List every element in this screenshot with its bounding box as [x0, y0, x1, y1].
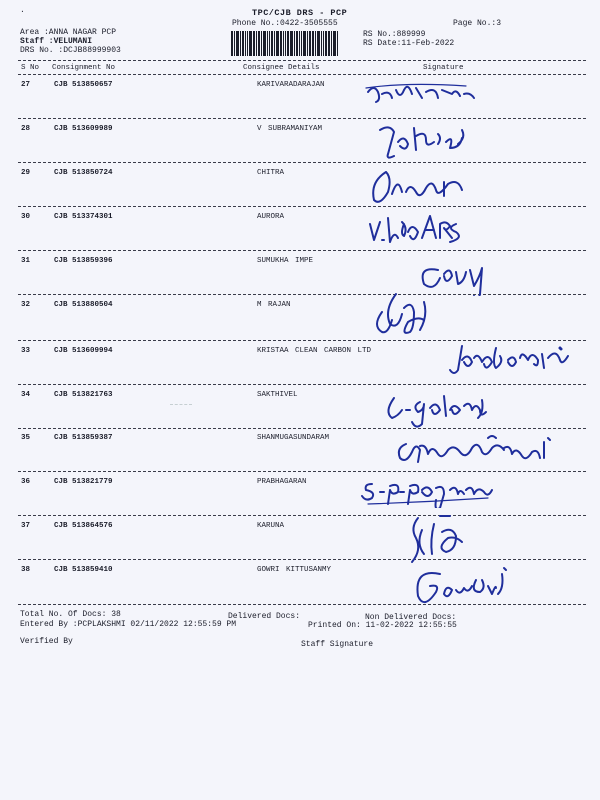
staff-signature-label: Staff Signature [301, 640, 374, 649]
row-sno: 29 [21, 169, 31, 177]
row-consignee: KARUNA [257, 522, 285, 530]
signature-row-32 [370, 288, 440, 340]
rs-date: RS Date:11-Feb-2022 [363, 39, 455, 48]
row-consignee: SHANMUGASUNDARAM [257, 434, 330, 442]
signature-row-30 [362, 208, 502, 250]
row-sno: 30 [21, 213, 31, 221]
divider [18, 471, 586, 472]
row-sno: 27 [21, 81, 31, 89]
divider [18, 206, 586, 207]
signature-row-34 [382, 388, 502, 430]
row-consignment: CJB 513821779 [54, 478, 113, 486]
header-marker: . [20, 6, 25, 15]
entered-by: Entered By :PCPLAKSHMI 02/11/2022 12:55:59 PM [20, 620, 237, 629]
divider [18, 559, 586, 560]
signature-row-28 [372, 120, 482, 160]
row-consignment: CJB 513864576 [54, 522, 113, 530]
row-consignment: CJB 513609994 [54, 347, 113, 355]
row-consignment: CJB 513859387 [54, 434, 113, 442]
row-sno: 37 [21, 522, 31, 530]
divider [18, 74, 586, 75]
row-sno: 35 [21, 434, 31, 442]
row-consignment: CJB 513859396 [54, 257, 113, 265]
total-docs: Total No. Of Docs: 38 [20, 610, 121, 619]
row-consignee: CHITRA [257, 169, 285, 177]
col-signature: Signature [423, 64, 464, 72]
drs-number: DRS No. :DCJB88999903 [20, 46, 121, 55]
row-consignee: KARIVARADARAJAN [257, 81, 325, 89]
verified-by: Verified By [20, 637, 73, 646]
divider [18, 118, 586, 119]
divider [18, 60, 586, 61]
divider [18, 515, 586, 516]
row-consignee: KRISTAA CLEAN CARBON LTD [257, 347, 372, 355]
page-number: Page No.:3 [453, 19, 502, 28]
row-consignment: CJB 513609989 [54, 125, 113, 133]
row-consignee: M RAJAN [257, 301, 291, 309]
row-sno: 34 [21, 391, 31, 399]
signature-row-27 [360, 78, 500, 110]
non-delivered-docs: Non Delivered Docs: [365, 613, 457, 622]
row-consignee: AURORA [257, 213, 285, 221]
row-consignee: SUMUKHA IMPE [257, 257, 314, 265]
col-consignment: Consignment No [52, 64, 116, 72]
phone-number: Phone No.:0422-3505555 [232, 19, 338, 28]
staff-label: Staff :VELUMANI [20, 37, 93, 46]
col-sno: S No [21, 64, 40, 72]
row-sno: 36 [21, 478, 31, 486]
divider [18, 384, 586, 385]
row-sno: 31 [21, 257, 31, 265]
barcode [231, 31, 354, 56]
signature-row-38 [410, 564, 520, 614]
row-consignee: GOWRI KITTUSANMY [257, 566, 332, 574]
row-sno: 33 [21, 347, 31, 355]
row-consignment: CJB 513850657 [54, 81, 113, 89]
delivered-docs: Delivered Docs: [228, 612, 301, 621]
row-consignment: CJB 513859410 [54, 566, 113, 574]
row-sno: 32 [21, 301, 31, 309]
row-consignment: CJB 513880504 [54, 301, 113, 309]
divider [18, 294, 586, 295]
row-consignee: PRABHAGARAN [257, 478, 307, 486]
signature-row-37 [400, 510, 480, 566]
signature-row-35 [392, 432, 572, 470]
row-consignment: CJB 513850724 [54, 169, 113, 177]
divider [18, 250, 586, 251]
divider [18, 162, 586, 163]
row-consignee: V SUBRAMANIYAM [257, 125, 323, 133]
printed-on: Printed On: 11-02-2022 12:55:55 [308, 621, 457, 630]
document-title: TPC/CJB DRS - PCP [252, 8, 348, 18]
row-consignment: CJB 513821763 [54, 391, 113, 399]
col-consignee: Consignee Details [243, 64, 320, 72]
print-smudge [170, 404, 192, 408]
signature-row-36 [360, 474, 520, 508]
row-consignment: CJB 513374301 [54, 213, 113, 221]
row-consignee: SAKTHIVEL [257, 391, 298, 399]
signature-row-33 [448, 338, 578, 382]
signature-row-29 [366, 164, 496, 212]
area-label: Area :ANNA NAGAR PCP [20, 28, 117, 37]
row-sno: 38 [21, 566, 31, 574]
rs-number: RS No.:889999 [363, 30, 426, 39]
row-sno: 28 [21, 125, 31, 133]
